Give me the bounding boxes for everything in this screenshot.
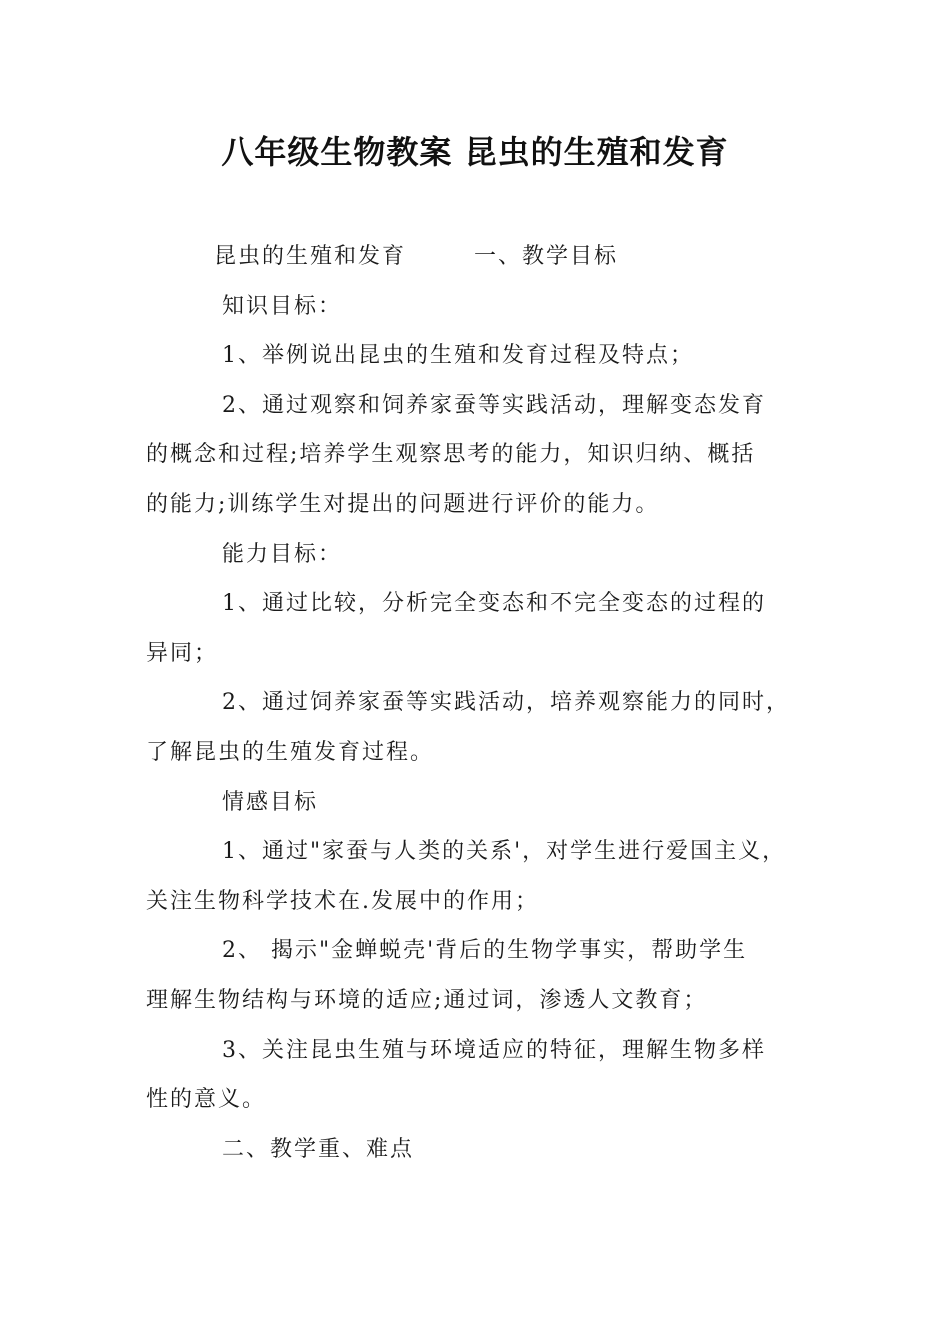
paragraph-line: 1、举例说出昆虫的生殖和发育过程及特点； xyxy=(222,343,694,369)
section-heading-key-points: 二、教学重、难点 xyxy=(222,1136,415,1162)
paragraph-line: 2、通过观察和饲养家蚕等实践活动，理解变态发育 xyxy=(222,392,766,418)
paragraph-line: 3、关注昆虫生殖与环境适应的特征，理解生物多样 xyxy=(222,1037,766,1063)
paragraph-line: 性的意义。 xyxy=(146,1087,267,1113)
document-body xyxy=(146,232,810,1174)
paragraph-line: 2、通过饲养家蚕等实践活动，培养观察能力的同时， xyxy=(222,690,790,716)
paragraph-line: 理解生物结构与环境的适应;通过词，渗透人文教育； xyxy=(146,987,708,1013)
ability-objectives-heading: 能力目标： xyxy=(222,541,343,567)
paragraph-line: 的概念和过程;培养学生观察思考的能力，知识归纳、概括 xyxy=(146,442,756,468)
emotion-objectives-heading: 情感目标 xyxy=(222,789,319,815)
document-title: 八年级生物教案 昆虫的生殖和发育 xyxy=(221,133,729,171)
paragraph-line: 异同； xyxy=(146,640,219,666)
paragraph-line: 1、通过比较，分析完全变态和不完全变态的过程的 xyxy=(222,591,766,617)
paragraph-line xyxy=(146,232,810,282)
paragraph-line: 1、通过"家蚕与人类的关系'，对学生进行爱国主义， xyxy=(222,839,787,865)
paragraph-line: 了解昆虫的生殖发育过程。 xyxy=(146,739,435,765)
paragraph-line: 关注生物科学技术在.发展中的作用； xyxy=(146,888,539,914)
paragraph-line: 的能力;训练学生对提出的问题进行评价的能力。 xyxy=(146,491,660,517)
paragraph-line: 2、 揭示"金蝉蜕壳'背后的生物学事实，帮助学生 xyxy=(222,938,748,964)
section-heading-objectives: 一、教学目标 xyxy=(474,244,619,269)
knowledge-objectives-heading: 知识目标： xyxy=(222,293,343,319)
lesson-topic: 昆虫的生殖和发育 xyxy=(214,244,407,269)
